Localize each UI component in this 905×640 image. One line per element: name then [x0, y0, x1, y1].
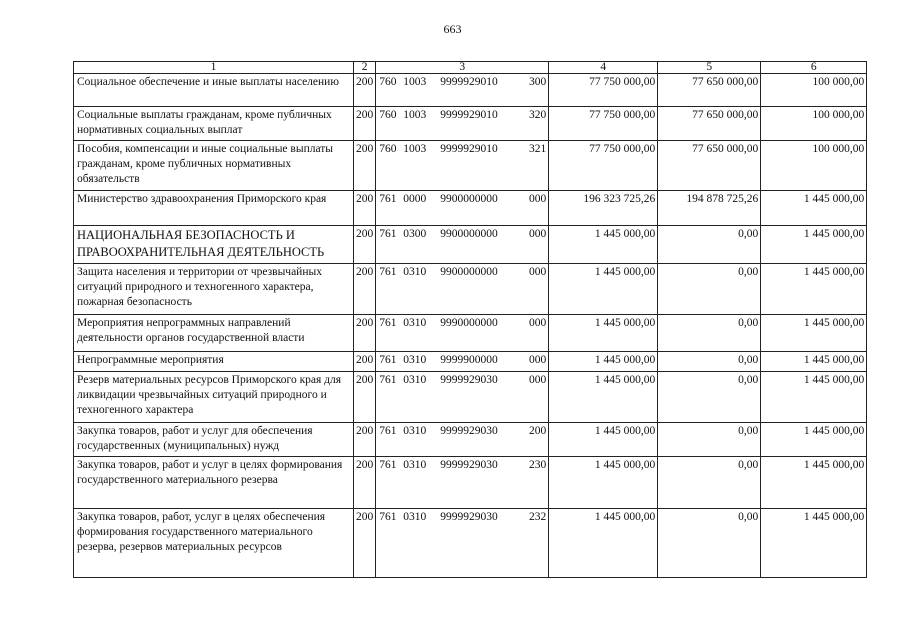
- amount-col5: 0,00: [658, 226, 761, 264]
- amount-col6: 1 445 000,00: [761, 191, 867, 226]
- row-classification: [376, 74, 549, 107]
- section-code: 1003: [403, 143, 427, 155]
- row-code: 200: [354, 457, 376, 509]
- department-code: 760: [379, 143, 397, 155]
- amount-col4: 77 750 000,00: [549, 141, 658, 191]
- amount-col5: 0,00: [658, 352, 761, 372]
- row-code: 200: [354, 191, 376, 226]
- amount-col5: 77 650 000,00: [658, 74, 761, 107]
- row-code: 200: [354, 315, 376, 352]
- department-code: 760: [379, 109, 397, 121]
- section-code: 0310: [403, 511, 427, 523]
- department-code: 760: [379, 76, 397, 88]
- header-cell-4: 4: [549, 62, 658, 74]
- expense-type-code: 321: [529, 143, 547, 155]
- row-name: Резерв материальных ресурсов Приморского края для ликвидации чрезвычайных ситуаций природного и техногенного характера: [74, 372, 354, 423]
- header-row: [74, 62, 867, 74]
- row-name: Социальное обеспечение и иные выплаты населению: [74, 74, 354, 107]
- target-article-code: 9900000000: [440, 266, 498, 278]
- expense-type-code: 000: [529, 193, 547, 205]
- header-cell-2: 2: [354, 62, 376, 74]
- amount-col4: 1 445 000,00: [549, 315, 658, 352]
- amount-col5: 0,00: [658, 315, 761, 352]
- table-row: [74, 226, 867, 264]
- department-code: 761: [379, 193, 397, 205]
- page-number: 663: [443, 22, 462, 36]
- department-code: 761: [379, 511, 397, 523]
- table-row: [74, 372, 867, 423]
- amount-col4: 196 323 725,26: [549, 191, 658, 226]
- expense-type-code: 232: [529, 511, 547, 523]
- amount-col4: 1 445 000,00: [549, 509, 658, 578]
- amount-col4: 1 445 000,00: [549, 352, 658, 372]
- row-code: 200: [354, 226, 376, 264]
- section-code: 1003: [403, 76, 427, 88]
- expense-type-code: 230: [529, 459, 547, 471]
- amount-col6: 100 000,00: [761, 141, 867, 191]
- row-classification: [376, 372, 549, 423]
- section-code: 1003: [403, 109, 427, 121]
- row-name: Закупка товаров, работ и услуг в целях формирования государственного материального резерва: [74, 457, 354, 509]
- section-code: 0310: [403, 425, 427, 437]
- amount-col6: 1 445 000,00: [761, 372, 867, 423]
- department-code: 761: [379, 425, 397, 437]
- amount-col6: 1 445 000,00: [761, 226, 867, 264]
- expense-type-code: 000: [529, 354, 547, 366]
- section-code: 0310: [403, 459, 427, 471]
- row-name: Пособия, компенсации и иные социальные выплаты гражданам, кроме публичных нормативных обязательств: [74, 141, 354, 191]
- amount-col5: 77 650 000,00: [658, 141, 761, 191]
- expense-type-code: 300: [529, 76, 547, 88]
- amount-col4: 77 750 000,00: [549, 74, 658, 107]
- row-classification: [376, 352, 549, 372]
- row-classification: [376, 509, 549, 578]
- table-row: [74, 191, 867, 226]
- row-name: Защита населения и территории от чрезвычайных ситуаций природного и техногенного характера, пожарная безопасность: [74, 264, 354, 315]
- amount-col6: 1 445 000,00: [761, 423, 867, 457]
- header-cell-1: 1: [74, 62, 354, 74]
- section-code: 0310: [403, 374, 427, 386]
- section-code: 0310: [403, 354, 427, 366]
- row-name: Закупка товаров, работ и услуг для обеспечения государственных (муниципальных) нужд: [74, 423, 354, 457]
- budget-table: [73, 61, 867, 578]
- target-article-code: 9990000000: [440, 317, 498, 329]
- target-article-code: 9999929030: [440, 459, 498, 471]
- expense-type-code: 200: [529, 425, 547, 437]
- department-code: 761: [379, 266, 397, 278]
- row-code: 200: [354, 372, 376, 423]
- row-classification: [376, 315, 549, 352]
- amount-col4: 1 445 000,00: [549, 372, 658, 423]
- department-code: 761: [379, 228, 397, 240]
- header-cell-6: 6: [761, 62, 867, 74]
- table-row: [74, 141, 867, 191]
- target-article-code: 9999900000: [440, 354, 498, 366]
- target-article-code: 9999929030: [440, 425, 498, 437]
- department-code: 761: [379, 459, 397, 471]
- amount-col6: 1 445 000,00: [761, 264, 867, 315]
- amount-col5: 0,00: [658, 264, 761, 315]
- row-classification: [376, 226, 549, 264]
- section-code: 0300: [403, 228, 427, 240]
- expense-type-code: 000: [529, 317, 547, 329]
- amount-col6: 100 000,00: [761, 74, 867, 107]
- department-code: 761: [379, 317, 397, 329]
- table-row: [74, 457, 867, 509]
- row-classification: [376, 191, 549, 226]
- amount-col5: 0,00: [658, 509, 761, 578]
- row-classification: [376, 264, 549, 315]
- row-name: Закупка товаров, работ, услуг в целях обеспечения формирования государственного материального резерва, резервов материальных ресурсов: [74, 509, 354, 578]
- row-code: 200: [354, 141, 376, 191]
- expense-type-code: 000: [529, 228, 547, 240]
- row-name: Непрограммные мероприятия: [74, 352, 354, 372]
- amount-col4: 1 445 000,00: [549, 264, 658, 315]
- amount-col5: 194 878 725,26: [658, 191, 761, 226]
- department-code: 761: [379, 374, 397, 386]
- target-article-code: 9900000000: [440, 228, 498, 240]
- header-cell-5: 5: [658, 62, 761, 74]
- row-name: [74, 226, 354, 264]
- amount-col5: 0,00: [658, 457, 761, 509]
- table-row: [74, 352, 867, 372]
- table-row: [74, 74, 867, 107]
- table-row: [74, 107, 867, 141]
- section-code: 0000: [403, 193, 427, 205]
- row-code: 200: [354, 423, 376, 457]
- target-article-code: 9999929010: [440, 109, 498, 121]
- expense-type-code: 000: [529, 266, 547, 278]
- row-code: 200: [354, 107, 376, 141]
- amount-col4: 1 445 000,00: [549, 423, 658, 457]
- amount-col6: 1 445 000,00: [761, 352, 867, 372]
- section-heading: НАЦИОНАЛЬНАЯ БЕЗОПАСНОСТЬ И ПРАВООХРАНИТЕЛЬНАЯ ДЕЯТЕЛЬНОСТЬ: [77, 228, 325, 259]
- table-row: [74, 315, 867, 352]
- amount-col5: 0,00: [658, 372, 761, 423]
- amount-col4: 1 445 000,00: [549, 457, 658, 509]
- target-article-code: 9999929030: [440, 374, 498, 386]
- target-article-code: 9999929030: [440, 511, 498, 523]
- table-row: [74, 509, 867, 578]
- amount-col6: 1 445 000,00: [761, 315, 867, 352]
- row-classification: [376, 457, 549, 509]
- amount-col5: 0,00: [658, 423, 761, 457]
- amount-col4: 77 750 000,00: [549, 107, 658, 141]
- row-code: 200: [354, 509, 376, 578]
- row-name: Мероприятия непрограммных направлений деятельности органов государственной власти: [74, 315, 354, 352]
- table-row: [74, 423, 867, 457]
- expense-type-code: 000: [529, 374, 547, 386]
- amount-col5: 77 650 000,00: [658, 107, 761, 141]
- amount-col4: 1 445 000,00: [549, 226, 658, 264]
- table-row: [74, 264, 867, 315]
- row-name: Министерство здравоохранения Приморского края: [74, 191, 354, 226]
- row-code: 200: [354, 264, 376, 315]
- amount-col6: 1 445 000,00: [761, 509, 867, 578]
- target-article-code: 9900000000: [440, 193, 498, 205]
- row-classification: [376, 107, 549, 141]
- section-code: 0310: [403, 266, 427, 278]
- target-article-code: 9999929010: [440, 143, 498, 155]
- target-article-code: 9999929010: [440, 76, 498, 88]
- expense-type-code: 320: [529, 109, 547, 121]
- department-code: 761: [379, 354, 397, 366]
- row-classification: [376, 423, 549, 457]
- row-code: 200: [354, 74, 376, 107]
- row-classification: [376, 141, 549, 191]
- amount-col6: 100 000,00: [761, 107, 867, 141]
- row-name: Социальные выплаты гражданам, кроме публичных нормативных социальных выплат: [74, 107, 354, 141]
- row-code: 200: [354, 352, 376, 372]
- amount-col6: 1 445 000,00: [761, 457, 867, 509]
- section-code: 0310: [403, 317, 427, 329]
- header-cell-3: 3: [376, 62, 549, 74]
